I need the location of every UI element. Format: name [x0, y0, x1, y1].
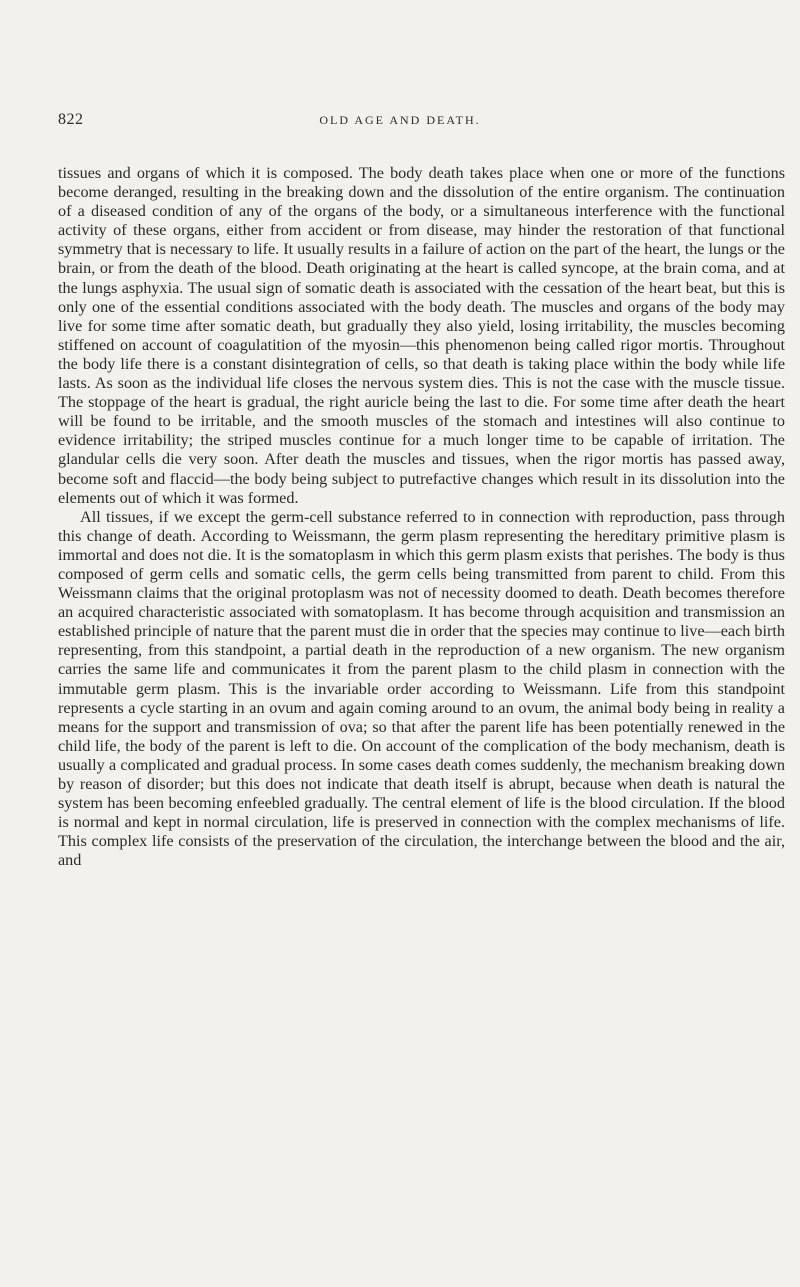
body-text — [58, 164, 785, 870]
paragraph-weissmann: All tissues, if we except the germ-cell substance referred to in connection with reproduction, pass through this change of death. According to Weissmann, the germ plasm representing the hereditary primitive plasm is immortal and does not die. It is the somatoplasm in which this germ plasm exists that perishes. The body is thus composed of germ cells and somatic cells, the germ cells being transmitted from parent to child. From this Weissmann claims that the original protoplasm was not of necessity doomed to death. Death becomes therefore an acquired characteristic associated with somatoplasm. It has become through acquisition and transmission an established principle of nature that the parent must die in order that the species may continue to live—each birth representing, from this standpoint, a partial death in the reproduction of a new organism. The new organism carries the same life and communicates it from the parent plasm to the child plasm in connection with the immutable germ plasm. This is the invariable order according to Weissmann. Life from this standpoint represents a cycle starting in an ovum and again coming around to an ovum, the animal body being in reality a means for the support and transmission of ova; so that after the parent life has been potentially renewed in the child life, the body of the parent is left to die. On account of the complication of the body mechanism, death is usually a complicated and gradual process. In some cases death comes suddenly, the mechanism breaking down by reason of disorder; but this does not indicate that death itself is abrupt, because when death is natural the system has been becoming enfeebled gradually. The central element of life is the blood circulation. If the blood is normal and kept in normal circulation, life is preserved in connection with the complex mechanisms of life. This complex life consists of the preservation of the circulation, the interchange between the blood and the air, and — [58, 507, 785, 870]
paragraph-continued: tissues and organs of which it is composed. The body death takes place when one or more of the functions become deranged, resulting in the breaking down and the dissolution of the entire organism. The continuation of a diseased condition of any of the organs of the body, or a simultaneous interference with the functional activity of these organs, either from accident or from disease, may hinder the restoration of that functional symmetry that is necessary to life. It usually results in a failure of action on the part of the heart, the lungs or the brain, or from the death of the blood. Death originating at the heart is called syncope, at the brain coma, and at the lungs asphyxia. The usual sign of somatic death is associated with the cessation of the heart beat, but this is only one of the essential conditions associated with the body death. The muscles and organs of the body may live for some time after somatic death, but gradually they also yield, losing irritability, the muscles becoming stiffened on account of coagulatition of the myosin—this phenomenon being called rigor mortis. Throughout the body life there is a constant disintegration of cells, so that death is taking place within the body while life lasts. As soon as the individual life closes the nervous system dies. This is not the case with the muscle tissue. The stoppage of the heart is gradual, the right auricle being the last to die. For some time after death the heart will be found to be irritable, and the smooth muscles of the stomach and intestines will also continue to evidence irritability; the striped muscles continue for a much longer time to be capable of irritation. The glandular cells die very soon. After death the muscles and tissues, when the rigor mortis has passed away, become soft and flaccid—the body being subject to putrefactive changes which result in its dissolution into the elements out of which it was formed. — [58, 164, 785, 507]
page-number: 822 — [58, 111, 84, 128]
running-head: OLD AGE AND DEATH. — [319, 113, 481, 127]
